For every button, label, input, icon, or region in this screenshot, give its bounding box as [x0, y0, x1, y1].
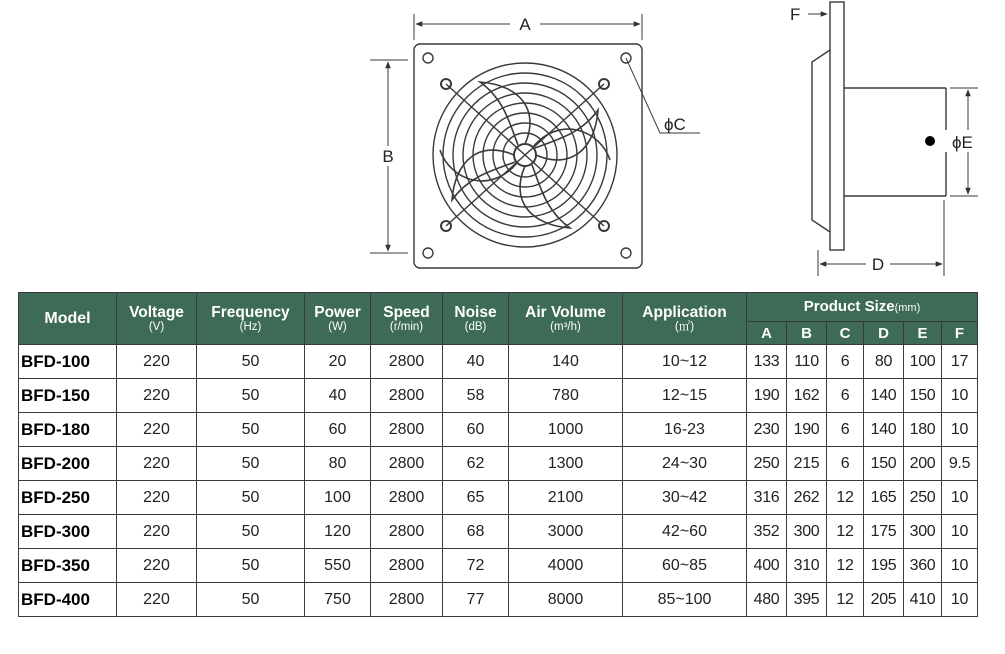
- cell-noise: 62: [443, 447, 509, 481]
- cell-size-e: 360: [904, 549, 942, 583]
- cell-size-a: 316: [747, 481, 787, 515]
- cell-size-f: 17: [942, 345, 978, 379]
- cell-air-volume: 4000: [509, 549, 623, 583]
- cell-model: BFD-150: [19, 379, 117, 413]
- dimension-e-label: ϕE: [952, 133, 973, 152]
- table-row: [19, 413, 978, 447]
- cell-voltage: 220: [117, 515, 197, 549]
- header-air-volume: Air Volume (m³/h): [509, 293, 623, 345]
- cell-size-c: 6: [827, 447, 864, 481]
- cell-air-volume: 780: [509, 379, 623, 413]
- front-view-drawing: [370, 14, 700, 268]
- dimension-f-label: F: [790, 5, 801, 24]
- header-voltage: Voltage (V): [117, 293, 197, 345]
- cell-size-c: 12: [827, 549, 864, 583]
- mounting-hole: [621, 248, 631, 258]
- cell-size-d: 195: [864, 549, 904, 583]
- cell-size-c: 12: [827, 583, 864, 617]
- cell-size-a: 230: [747, 413, 787, 447]
- cell-noise: 77: [443, 583, 509, 617]
- cell-voltage: 220: [117, 345, 197, 379]
- cell-size-d: 140: [864, 379, 904, 413]
- cell-power: 550: [305, 549, 371, 583]
- cell-application: 30~42: [623, 481, 747, 515]
- cell-size-e: 180: [904, 413, 942, 447]
- cell-model: BFD-400: [19, 583, 117, 617]
- cell-noise: 40: [443, 345, 509, 379]
- cell-air-volume: 8000: [509, 583, 623, 617]
- cell-size-b: 300: [787, 515, 827, 549]
- table-row: [19, 583, 978, 617]
- table-row: [19, 515, 978, 549]
- cell-size-f: 10: [942, 413, 978, 447]
- cell-size-c: 12: [827, 481, 864, 515]
- cell-size-a: 400: [747, 549, 787, 583]
- cell-size-f: 9.5: [942, 447, 978, 481]
- cell-application: 16-23: [623, 413, 747, 447]
- cell-power: 80: [305, 447, 371, 481]
- table-row: [19, 481, 978, 515]
- cell-application: 10~12: [623, 345, 747, 379]
- cell-size-c: 6: [827, 345, 864, 379]
- cell-frequency: 50: [197, 481, 305, 515]
- cell-size-f: 10: [942, 481, 978, 515]
- table-row: [19, 379, 978, 413]
- cell-power: 120: [305, 515, 371, 549]
- cell-frequency: 50: [197, 447, 305, 481]
- mounting-hole: [423, 248, 433, 258]
- cell-noise: 72: [443, 549, 509, 583]
- side-view-labels: [790, 5, 988, 274]
- cell-air-volume: 1300: [509, 447, 623, 481]
- cell-voltage: 220: [117, 481, 197, 515]
- cell-application: 12~15: [623, 379, 747, 413]
- cell-model: BFD-200: [19, 447, 117, 481]
- cell-size-f: 10: [942, 583, 978, 617]
- cell-frequency: 50: [197, 515, 305, 549]
- cell-noise: 58: [443, 379, 509, 413]
- cell-size-d: 140: [864, 413, 904, 447]
- front-view-labels: [378, 15, 686, 166]
- cell-noise: 65: [443, 481, 509, 515]
- cell-air-volume: 3000: [509, 515, 623, 549]
- cell-power: 750: [305, 583, 371, 617]
- cell-model: BFD-350: [19, 549, 117, 583]
- cell-size-e: 200: [904, 447, 942, 481]
- cell-speed: 2800: [371, 481, 443, 515]
- table-row: [19, 447, 978, 481]
- cell-application: 42~60: [623, 515, 747, 549]
- cell-size-b: 162: [787, 379, 827, 413]
- dimension-a-label: A: [519, 15, 531, 34]
- cell-model: BFD-300: [19, 515, 117, 549]
- cell-air-volume: 1000: [509, 413, 623, 447]
- cell-size-d: 205: [864, 583, 904, 617]
- cell-application: 24~30: [623, 447, 747, 481]
- cell-size-b: 110: [787, 345, 827, 379]
- header-size-e: E: [904, 322, 942, 345]
- cell-model: BFD-100: [19, 345, 117, 379]
- cell-size-a: 480: [747, 583, 787, 617]
- cell-application: 85~100: [623, 583, 747, 617]
- cell-size-e: 250: [904, 481, 942, 515]
- cell-size-d: 175: [864, 515, 904, 549]
- header-noise: Noise (dB): [443, 293, 509, 345]
- cell-size-b: 262: [787, 481, 827, 515]
- header-product-size: Product Size(mm): [747, 293, 978, 322]
- header-power: Power (W): [305, 293, 371, 345]
- cell-speed: 2800: [371, 345, 443, 379]
- cell-size-d: 80: [864, 345, 904, 379]
- cell-size-a: 190: [747, 379, 787, 413]
- header-speed: Speed (r/min): [371, 293, 443, 345]
- cell-size-a: 133: [747, 345, 787, 379]
- cell-frequency: 50: [197, 583, 305, 617]
- header-size-f: F: [942, 322, 978, 345]
- spec-table-body: [19, 345, 978, 617]
- cell-application: 60~85: [623, 549, 747, 583]
- cell-voltage: 220: [117, 379, 197, 413]
- cell-size-f: 10: [942, 549, 978, 583]
- cell-speed: 2800: [371, 447, 443, 481]
- cell-size-a: 250: [747, 447, 787, 481]
- cell-speed: 2800: [371, 549, 443, 583]
- header-frequency: Frequency (Hz): [197, 293, 305, 345]
- cell-voltage: 220: [117, 413, 197, 447]
- cell-size-e: 100: [904, 345, 942, 379]
- cell-size-c: 12: [827, 515, 864, 549]
- cell-voltage: 220: [117, 549, 197, 583]
- cell-frequency: 50: [197, 413, 305, 447]
- cell-size-f: 10: [942, 379, 978, 413]
- cell-model: BFD-250: [19, 481, 117, 515]
- cell-size-d: 150: [864, 447, 904, 481]
- cell-size-e: 410: [904, 583, 942, 617]
- cell-power: 100: [305, 481, 371, 515]
- cell-air-volume: 2100: [509, 481, 623, 515]
- dimension-d-label: D: [871, 255, 885, 274]
- header-model: Model: [19, 293, 117, 345]
- cell-size-b: 190: [787, 413, 827, 447]
- cell-size-f: 10: [942, 515, 978, 549]
- cell-size-b: 310: [787, 549, 827, 583]
- cell-power: 60: [305, 413, 371, 447]
- cell-power: 40: [305, 379, 371, 413]
- header-application: Application (㎡): [623, 293, 747, 345]
- cell-size-e: 150: [904, 379, 942, 413]
- cell-size-d: 165: [864, 481, 904, 515]
- cell-size-e: 300: [904, 515, 942, 549]
- mounting-hole: [423, 53, 433, 63]
- table-row: [19, 549, 978, 583]
- center-dot: [925, 136, 935, 146]
- cell-speed: 2800: [371, 515, 443, 549]
- cell-size-a: 352: [747, 515, 787, 549]
- cell-size-b: 395: [787, 583, 827, 617]
- cell-speed: 2800: [371, 413, 443, 447]
- dimension-b-label: B: [382, 147, 394, 166]
- fan-dimension-drawings: [0, 0, 1005, 290]
- header-size-d: D: [864, 322, 904, 345]
- cell-voltage: 220: [117, 583, 197, 617]
- cell-speed: 2800: [371, 583, 443, 617]
- cell-size-b: 215: [787, 447, 827, 481]
- cell-air-volume: 140: [509, 345, 623, 379]
- cell-speed: 2800: [371, 379, 443, 413]
- cell-frequency: 50: [197, 345, 305, 379]
- cell-model: BFD-180: [19, 413, 117, 447]
- header-size-c: C: [827, 322, 864, 345]
- header-size-b: B: [787, 322, 827, 345]
- dimension-c-label: ϕC: [664, 115, 686, 134]
- cell-voltage: 220: [117, 447, 197, 481]
- header-size-a: A: [747, 322, 787, 345]
- table-row: [19, 345, 978, 379]
- cell-size-c: 6: [827, 413, 864, 447]
- spec-table: [18, 292, 978, 617]
- cell-noise: 68: [443, 515, 509, 549]
- cell-size-c: 6: [827, 379, 864, 413]
- cell-frequency: 50: [197, 379, 305, 413]
- cell-noise: 60: [443, 413, 509, 447]
- cell-power: 20: [305, 345, 371, 379]
- cell-frequency: 50: [197, 549, 305, 583]
